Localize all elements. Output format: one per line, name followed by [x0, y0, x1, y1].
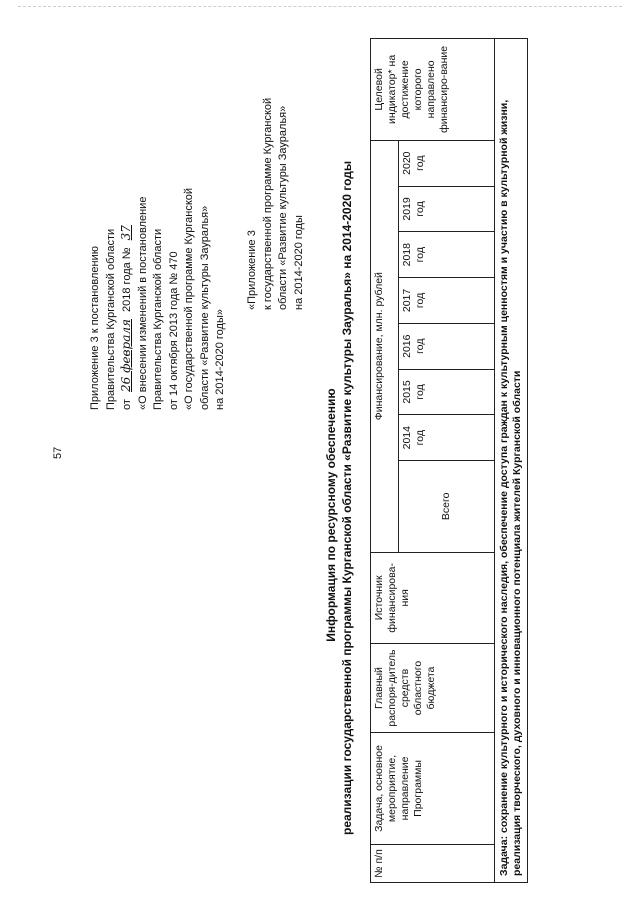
appendix2-line: области «Развитие культуры Зауралья» — [277, 105, 289, 310]
header-num: № п/п — [371, 844, 495, 882]
header-year-2016: 2016 год — [399, 323, 495, 369]
appendix-line: «О внесении изменений в постановление — [136, 196, 149, 410]
appendix-line: Правительства Курганской области — [152, 228, 164, 410]
header-year-2017: 2017 год — [399, 278, 495, 324]
header-manager: Главный распоря-дитель средств областного бюджета — [371, 644, 495, 733]
document-title — [323, 160, 355, 835]
appendix-line: от 14 октября 2013 года № 470 — [167, 251, 180, 410]
handwritten-number: 37 — [119, 225, 133, 241]
appendix2-line: «Приложение 3 — [246, 230, 258, 310]
appendix-line: Правительства Курганской области — [104, 228, 117, 410]
header-financing: Финансирование, млн. рублей — [371, 140, 399, 552]
appendix-date-line — [119, 70, 136, 410]
header-year-2019: 2019 год — [399, 186, 495, 232]
appendix2-line: к государственной программе Курганской — [261, 97, 274, 310]
handwritten-date: 26 февраля — [119, 319, 133, 393]
appendix-line: «О государственной программе Курганской — [183, 187, 195, 410]
appendix2-block — [245, 10, 307, 310]
date-prefix: от — [121, 399, 133, 410]
appendix-line: на 2014-2020 годы» — [214, 309, 226, 410]
header-indicator: Целевой индикатор* на достижение которого направлено финансиро-вание — [371, 39, 495, 141]
header-year-2015: 2015 год — [399, 369, 495, 415]
resource-table — [370, 38, 528, 883]
title-line-1: Информация по ресурсному обеспечению — [324, 388, 338, 642]
header-year-2020: 2020 год — [399, 140, 495, 186]
task-row: Задача: сохранение культурного и исторического наследия, обеспечение доступа граждан к культурным ценностям и участию в культурной жизни, реализация творческого, духовного и инновационного потенциала жителей Курганской области — [495, 39, 528, 883]
appendix2-line: на 2014-2020 годы — [292, 215, 305, 310]
date-mid: 2018 года № — [121, 247, 133, 312]
appendix-block — [88, 70, 229, 410]
title-line-2: реализации государственной программы Курганской области «Развитие культуры Зауралья» на 2014-2020 годы — [340, 160, 354, 835]
appendix-line: Приложение 3 к постановлению — [89, 245, 101, 410]
page-number: 57 — [52, 446, 64, 459]
header-year-2018: 2018 год — [399, 232, 495, 278]
header-task: Задача, основное мероприятие, направление Программы — [371, 733, 495, 845]
header-year-2014: 2014 год — [399, 415, 495, 461]
header-total: Всего — [399, 461, 495, 553]
header-source: Источник финансирова-ния — [371, 552, 495, 644]
appendix-line: области «Развитие культуры Зауралья» — [198, 205, 211, 410]
